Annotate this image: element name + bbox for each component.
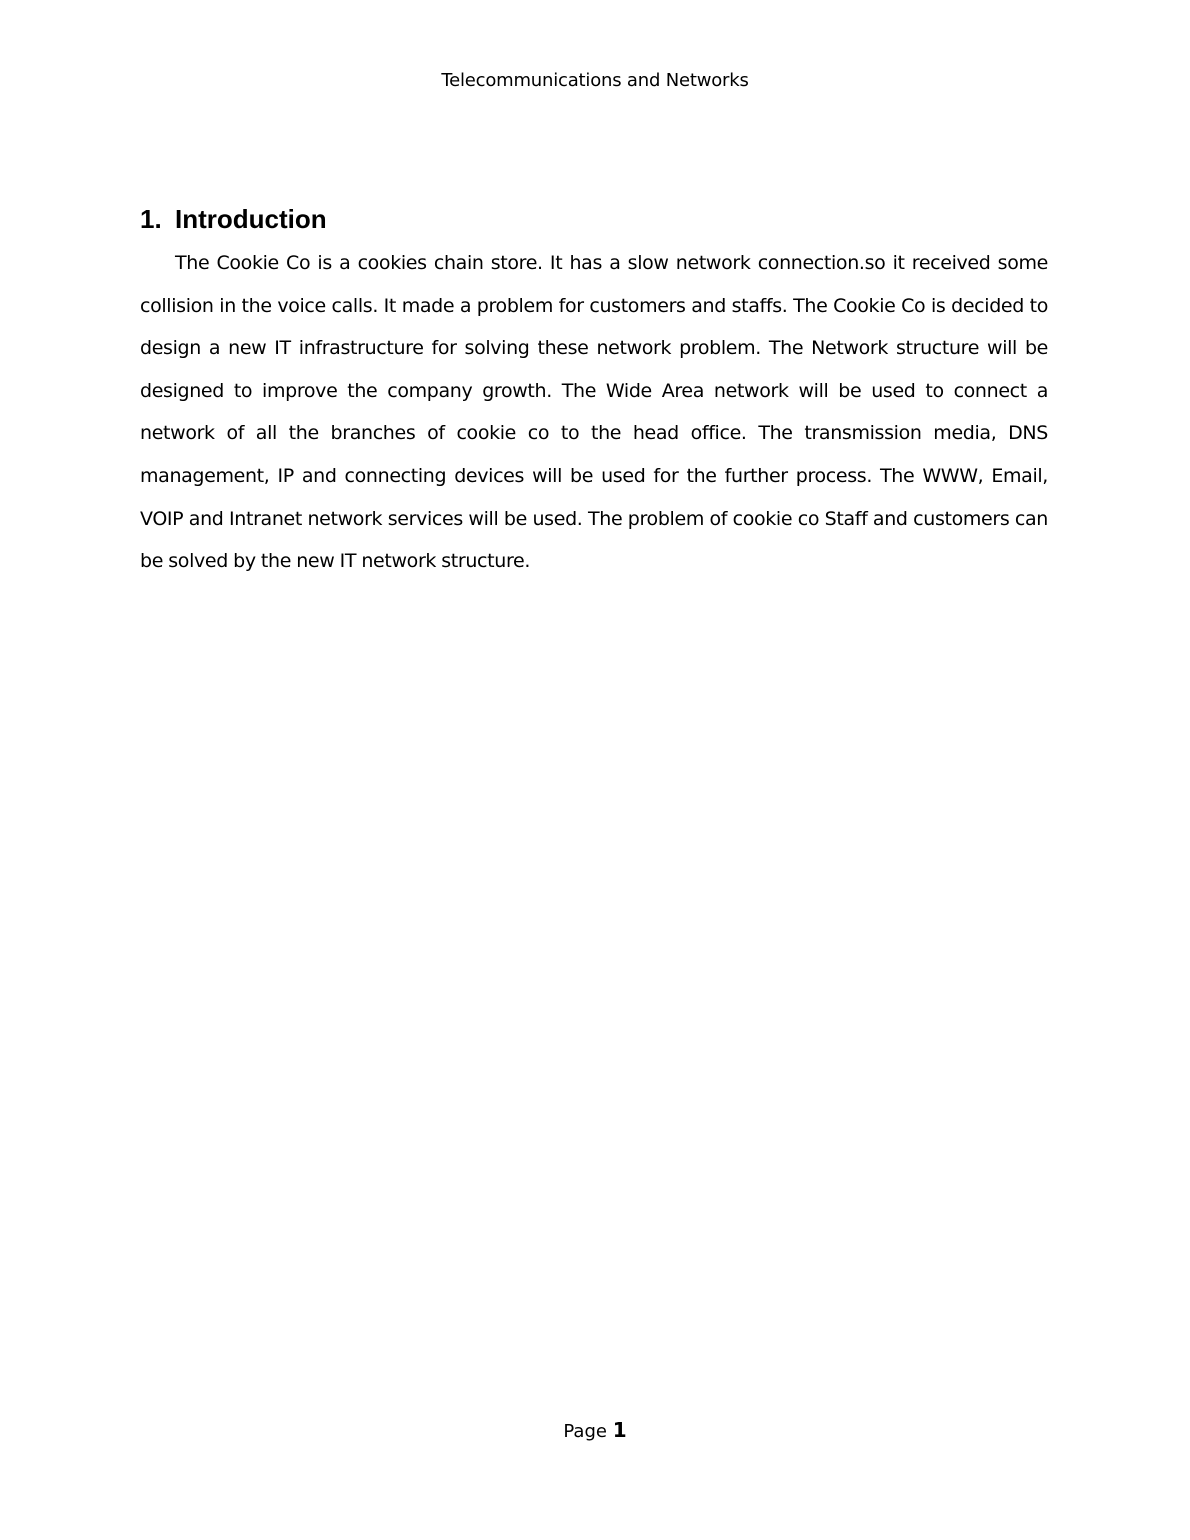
section-number: 1. — [140, 204, 162, 234]
section-title: Introduction — [175, 204, 327, 234]
introduction-paragraph: The Cookie Co is a cookies chain store. It has a slow network connection.so it received some collision in the voice calls. It made a problem for customers and staffs. The Cookie Co is decided to design a new IT infrastructure for solving these network problem. The Network structure will be designed to improve the company growth. The Wide Area network will be used to connect a network of all the branches of cookie co to the head office. The transmission media, DNS management, IP and connecting devices will be used for the further process. The WWW, Email, VOIP and Intranet network services will be used. The problem of cookie co Staff and customers can be solved by the new IT network structure. — [140, 252, 1048, 573]
page-label: Page — [563, 1421, 607, 1442]
page-header: Telecommunications and Networks — [441, 70, 749, 91]
page-number: 1 — [612, 1418, 627, 1442]
page-footer — [0, 1418, 1190, 1442]
section-heading — [140, 200, 1048, 238]
document-body — [140, 200, 1048, 583]
